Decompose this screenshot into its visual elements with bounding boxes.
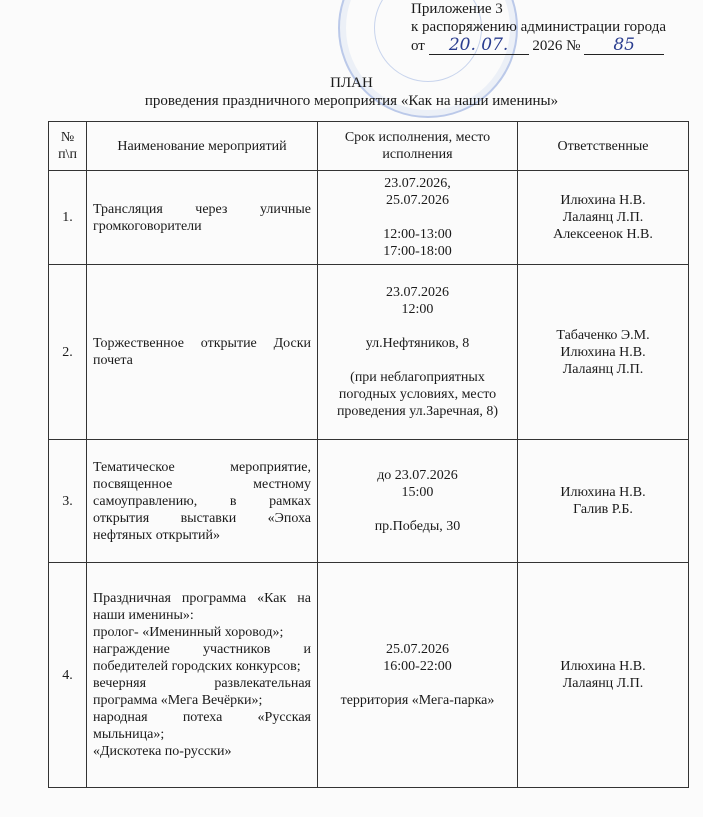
cell-line: вечерняя развлекательная программа «Мега Вечёрки»; [93, 676, 311, 708]
responsible-cell [518, 171, 689, 265]
header-who: Ответственные [518, 122, 689, 171]
table-header-row [49, 122, 689, 171]
cell-line: Галив Р.Б. [573, 502, 633, 517]
cell-line: Илюхина Н.В. [560, 659, 646, 674]
title-line1: ПЛАН [330, 75, 373, 91]
responsible-cell [518, 265, 689, 440]
event-name-cell [87, 171, 318, 265]
event-name-cell [87, 440, 318, 563]
cell-line: Илюхина Н.В. [560, 485, 646, 500]
table-row [49, 171, 689, 265]
cell-line: Лалаянц Л.П. [562, 210, 644, 225]
header-name: Наименование мероприятий [87, 122, 318, 171]
row-number: 2. [49, 265, 87, 440]
cell-line: Лалаянц Л.П. [562, 676, 644, 691]
cell-line: Илюхина Н.В. [560, 193, 646, 208]
event-name-cell [87, 563, 318, 788]
cell-line: 16:00-22:00 [383, 659, 452, 674]
cell-line: 12:00-13:00 [383, 227, 452, 242]
annex-line1: Приложение 3 [411, 1, 503, 17]
cell-line: (при неблагоприятных [350, 370, 485, 385]
cell-line: проведения ул.Заречная, 8) [336, 404, 499, 419]
table-row [49, 440, 689, 563]
cell-line: «Дискотека по-русски» [93, 744, 232, 759]
cell-line: 25.07.2026 [386, 193, 449, 208]
plan-table [48, 121, 689, 788]
event-name-cell [87, 265, 318, 440]
responsible-cell [518, 440, 689, 563]
document-title [0, 74, 703, 110]
cell-line: 23.07.2026, [384, 176, 451, 191]
responsible-cell [518, 563, 689, 788]
header-num: № п\п [49, 122, 87, 171]
cell-line [324, 675, 511, 692]
cell-line: Торжественное открытие Доски почета [93, 336, 311, 368]
header-when: Срок исполнения, место исполнения [318, 122, 518, 171]
row-number: 4. [49, 563, 87, 788]
annex-date-line [411, 36, 666, 55]
schedule-cell [318, 563, 518, 788]
schedule-cell [318, 265, 518, 440]
cell-line: Лалаянц Л.П. [562, 361, 644, 377]
schedule-cell [318, 171, 518, 265]
cell-line: 25.07.2026 [386, 642, 449, 657]
title-line2: проведения праздничного мероприятия «Как на наши именины» [144, 93, 559, 109]
cell-line: погодных условиях, место [338, 387, 497, 402]
cell-line: пр.Победы, 30 [374, 519, 461, 534]
cell-line: ул.Нефтяников, 8 [365, 336, 470, 351]
cell-line: до 23.07.2026 [377, 468, 458, 483]
cell-line: 15:00 [401, 485, 434, 500]
schedule-cell [318, 440, 518, 563]
cell-line: Илюхина Н.В. [560, 344, 646, 360]
cell-line [324, 352, 511, 369]
annex-line2: к распоряжению администрации города [411, 19, 666, 35]
table-row [49, 265, 689, 440]
cell-line: территория «Мега-парка» [340, 693, 495, 708]
cell-line: Тематическое мероприятие, посвященное местному самоуправлению, в рамках открытия выставки «Эпоха нефтяных открытий» [93, 459, 311, 543]
date-handwritten: 20. 07. [429, 36, 529, 55]
row-number: 3. [49, 440, 87, 563]
cell-line: 17:00-18:00 [383, 244, 452, 259]
cell-line: народная потеха «Русская мыльница»; [93, 710, 311, 742]
cell-line: Трансляция через уличные громкоговорители [93, 201, 311, 234]
cell-line [324, 501, 511, 518]
year-text: 2026 № [532, 38, 581, 54]
table-row [49, 563, 689, 788]
annex-header [411, 0, 666, 55]
number-handwritten: 85 [584, 36, 664, 55]
cell-line: Праздничная программа «Как на наши именины»: [93, 591, 311, 623]
cell-line: 12:00 [401, 302, 434, 317]
cell-line [324, 209, 511, 226]
cell-line: пролог- «Именинный хоровод»; [93, 625, 284, 640]
cell-line [324, 318, 511, 335]
cell-line: 23.07.2026 [386, 285, 449, 300]
cell-line: награждение участников и победителей городских конкурсов; [93, 642, 311, 674]
date-prefix: от [411, 38, 425, 54]
row-number: 1. [49, 171, 87, 265]
cell-line: Алексеенок Н.В. [553, 227, 653, 242]
cell-line: Табаченко Э.М. [556, 327, 650, 343]
